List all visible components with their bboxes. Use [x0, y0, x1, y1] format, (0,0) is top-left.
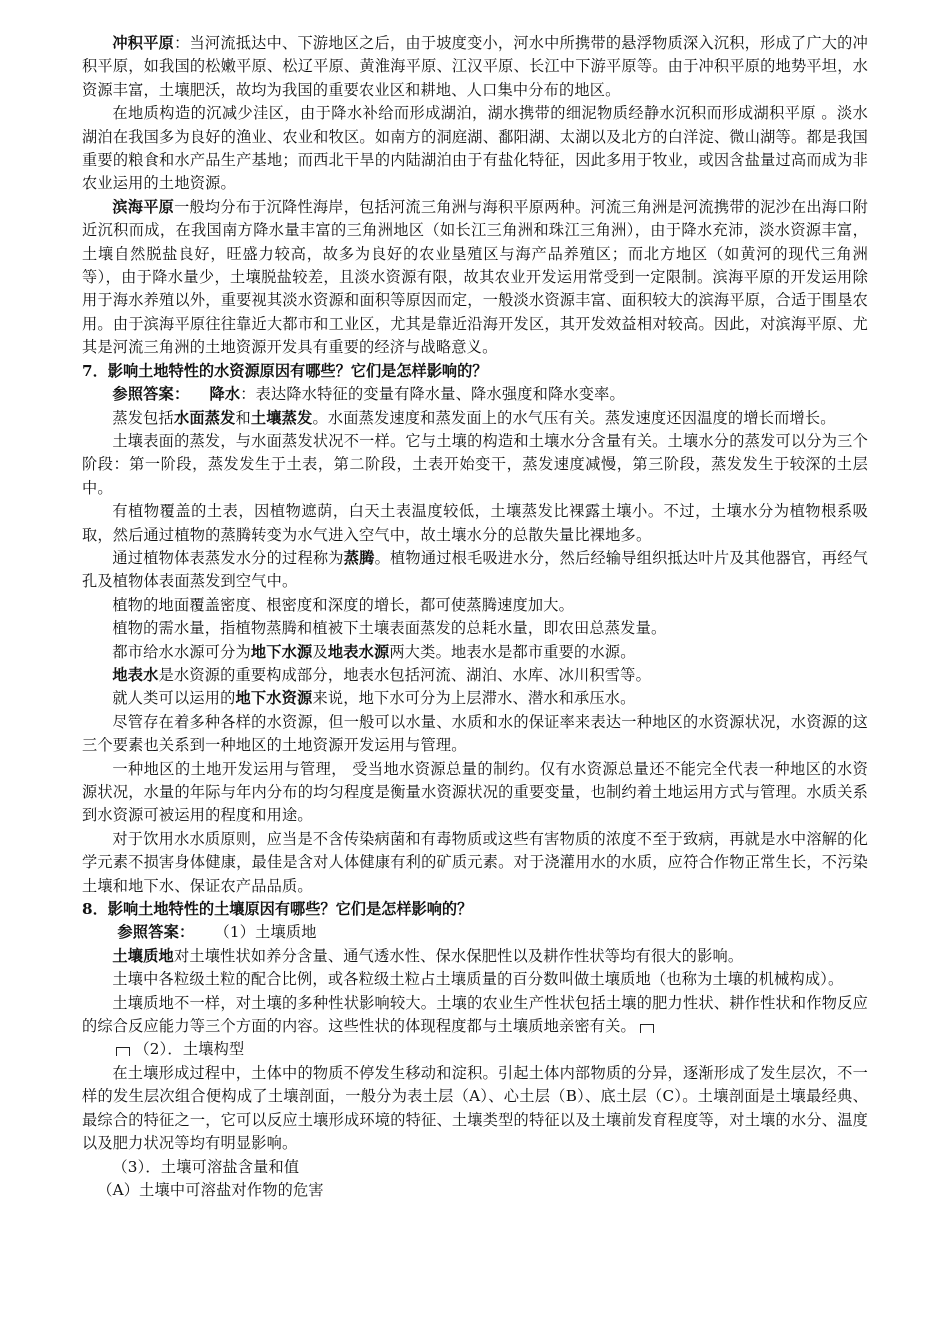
term-transpiration: 蒸腾 — [343, 548, 375, 567]
text-segment: 蒸发包括 — [112, 408, 174, 427]
subheading-soil-texture: （1）土壤质地 — [214, 923, 317, 942]
text-segment: 。植物通过根毛吸进水分，然后经输导组织抵达叶片及其他器官，再经气孔及植物体表面蒸发到空气中。 — [82, 548, 869, 591]
text-segment: 就人类可以运用的 — [112, 689, 236, 708]
term-surface-water-source: 地表水源 — [327, 642, 390, 661]
question-7: 7．影响土地特性的水资源原因有哪些？它们是怎样影响的？ — [82, 361, 488, 380]
paragraph-evaporation — [82, 407, 868, 430]
text-segment: 。水面蒸发速度和蒸发面上的水气压有关。蒸发速度还因温度的增长而增长。 — [312, 408, 836, 427]
paragraph-text: ：当河流抵达中、下游地区之后，由于坡度变小，河水中所携带的悬浮物质深入沉积，形成了广大的冲积平原，如我国的松嫩平原、松辽平原、黄淮海平原、江汉平原、长江中下游平原等。由于冲积平原的地势平坦，水资源丰富，土壤肥沃，故均为我国的重要农业区和耕地、人口集中分布的地区。 — [82, 34, 868, 99]
text-segment: 来说，地下水可分为上层滞水、潜水和承压水。 — [312, 689, 636, 708]
paragraph-soil-texture — [82, 945, 868, 968]
term-soil-texture: 土壤质地 — [112, 946, 174, 965]
answer-label: 参照答案： — [117, 923, 195, 942]
term-soil-evaporation: 土壤蒸发 — [250, 408, 313, 427]
section-mark-icon — [116, 1047, 130, 1056]
paragraph-cover-density: 植物的地面覆盖密度、根密度和深度的增长，都可使蒸腾速度加大。 — [112, 595, 575, 614]
text-segment: 土壤质地不一样，对土壤的多种性状影响较大。土壤的农业生产性状包括土壤的肥力性状、耕作性状和作物反应的综合反应能力等三个方面的内容。这些性状的体现程度都与土壤质地亲密有关。 — [82, 993, 868, 1036]
paragraph-alluvial-plain — [82, 32, 868, 102]
answer-8-intro — [82, 921, 868, 944]
paragraph-surface-water — [82, 664, 868, 687]
term-coastal-plain: 滨海平原 — [112, 197, 175, 216]
question-8: 8．影响土地特性的土壤原因有哪些？它们是怎样影响的？ — [82, 900, 473, 919]
text-segment: 对土壤性状如养分含量、通气透水性、保水保肥性以及耕作性状等均有很大的影响。 — [173, 946, 744, 965]
paragraph-plant-cover: 有植物覆盖的土表，因植物遮荫，白天土表温度较低，土壤蒸发比裸露土壤小。不过，土壤水分为植物根系吸取，然后通过植物的蒸腾转变为水气进入空气中，故土壤水分的总散失量比裸地多。 — [82, 502, 868, 544]
answer-label: 参照答案： — [112, 385, 190, 404]
term-precipitation: 降水 — [209, 385, 241, 404]
text-segment: 都市给水水源可分为 — [112, 642, 251, 661]
paragraph-soil-evaporation: 土壤表面的蒸发，与水面蒸发状况不一样。它与土壤的构造和土壤水分含量有关。土壤水分的蒸发可以分为三个阶段：第一阶段，蒸发发生于土表，第二阶段，土表开始变干，蒸发速度减慢，第三阶段，蒸发发生于较深的土层中。 — [82, 431, 868, 497]
term-alluvial-plain: 冲积平原 — [112, 34, 175, 52]
paragraph-city-water-source — [82, 641, 868, 664]
term-groundwater-resource: 地下水资源 — [235, 689, 313, 708]
paragraph-soil-texture-difference — [82, 992, 868, 1039]
text-segment: 通过植物体表蒸发水分的过程称为 — [112, 548, 344, 567]
text-segment: （2）．土壤构型 — [134, 1040, 245, 1059]
section-mark-icon — [640, 1024, 654, 1033]
paragraph-water-quality: 对于饮用水水质原则，应当是不含传染病菌和有毒物质或这些有害物质的浓度不至于致病，再就是水中溶解的化学元素不损害身体健康，最佳是含对人体健康有利的矿质元素。对于浇灌用水的水质，应符合作物正常生长，不污染土壤和地下水、保证农产品品质。 — [82, 829, 868, 895]
paragraph-transpiration — [82, 547, 868, 594]
text-segment: 及 — [312, 642, 328, 661]
text-segment: 是水资源的重要构成部分，地表水包括河流、湖泊、水库、冰川积雪等。 — [158, 665, 651, 684]
paragraph-water-need: 植物的需水量，指植物蒸腾和植被下土壤表面蒸发的总耗水量，即农田总蒸发量。 — [112, 619, 667, 638]
paragraph-text: 一般均分布于沉降性海岸，包括河流三角洲与海积平原两种。河流三角洲是河流携带的泥沙在出海口附近沉积而成，在我国南方降水量丰富的三角洲地区（如长江三角洲和珠江三角洲），由于降水充沛，淡水资源丰富，土壤自然脱盐良好，旺盛力较高，故多为良好的农业垦殖区与海产品养殖区；而北方地区（如黄河的现代三角洲等），由于降水量少，土壤脱盐较差，且淡水资源有限，故其农业开发运用常受到一定限制。滨海平原的开发运用除用于海水养殖以外，重要视其淡水资源和面积等原因而定，一般淡水资源丰富、面积较大的滨海平原，合适于围垦农用。由于滨海平原往往靠近大都市和工业区，尤其是靠近沿海开发区，其开发效益相对较高。因此，对滨海平原、尤其是河流三角洲的土地资源开发具有重要的经济与战略意义。 — [82, 197, 868, 357]
subheading-salt-harm: （A）土壤中可溶盐对作物的危害 — [97, 1180, 324, 1199]
paragraph-three-factors: 尽管存在着多种各样的水资源，但一般可以水量、水质和水的保证率来表达一种地区的水资源状况，水资源的这三个要素也关系到一种地区的土地资源开发运用与管理。 — [82, 712, 868, 755]
paragraph-coastal-plain — [82, 196, 868, 360]
answer-7-intro — [82, 383, 868, 406]
subheading-soluble-salt: （3）．土壤可溶盐含量和值 — [112, 1157, 300, 1176]
subheading-soil-profile — [82, 1038, 868, 1061]
text-segment: 两大类。地表水是都市重要的水源。 — [389, 642, 636, 661]
paragraph-regional-management: 一种地区的土地开发运用与管理， 受当地水资源总量的制约。仅有水资源总量还不能完全代表一种地区的水资源状况，水量的年际与年内分布的均匀程度是衡量水资源状况的重要变量，也制约着土地运用方式与管理。水质关系到水资源可被运用的程度和用途。 — [82, 759, 868, 825]
paragraph-text: ：表达降水特征的变量有降水量、降水强度和降水变率。 — [240, 385, 625, 404]
paragraph-lacustrine-plain: 在地质构造的沉减少洼区，由于降水补给而形成湖泊，湖水携带的细泥物质经静水沉积而形成湖积平原 。淡水湖泊在我国多为良好的渔业、农业和牧区。如南方的洞庭湖、鄱阳湖、太湖以及北方的白洋淀、微山湖等。都是我国重要的粮食和水产品生产基地；而西北干旱的内陆湖泊由于有盐化特征，因此多用于牧业，或因含盐量过高而成为非农业运用的土地资源。 — [82, 104, 868, 193]
paragraph-soil-texture-definition: 土壤中各粒级土粒的配合比例，或各粒级土粒占土壤质量的百分数叫做土壤质地（也称为土壤的机械构成）。 — [112, 970, 844, 989]
paragraph-soil-profile: 在土壤形成过程中，土体中的物质不停发生移动和淀积。引起土体内部物质的分异，逐渐形成了发生层次，不一样的发生层次组合便构成了土壤剖面，一般分为表土层（A）、心土层（B）、底土层（C）。土壤剖面是土壤最经典、最综合的特征之一，它可以反应土壤形成环境的特征、土壤类型的特征以及土壤前发育程度等，对土壤的水分、温度以及肥力状况等均有明显影响。 — [82, 1063, 868, 1153]
term-groundwater-source: 地下水源 — [250, 642, 313, 661]
paragraph-groundwater — [82, 687, 868, 710]
term-water-evaporation: 水面蒸发 — [173, 408, 236, 427]
text-segment: 和 — [235, 408, 251, 427]
term-surface-water: 地表水 — [112, 665, 159, 684]
